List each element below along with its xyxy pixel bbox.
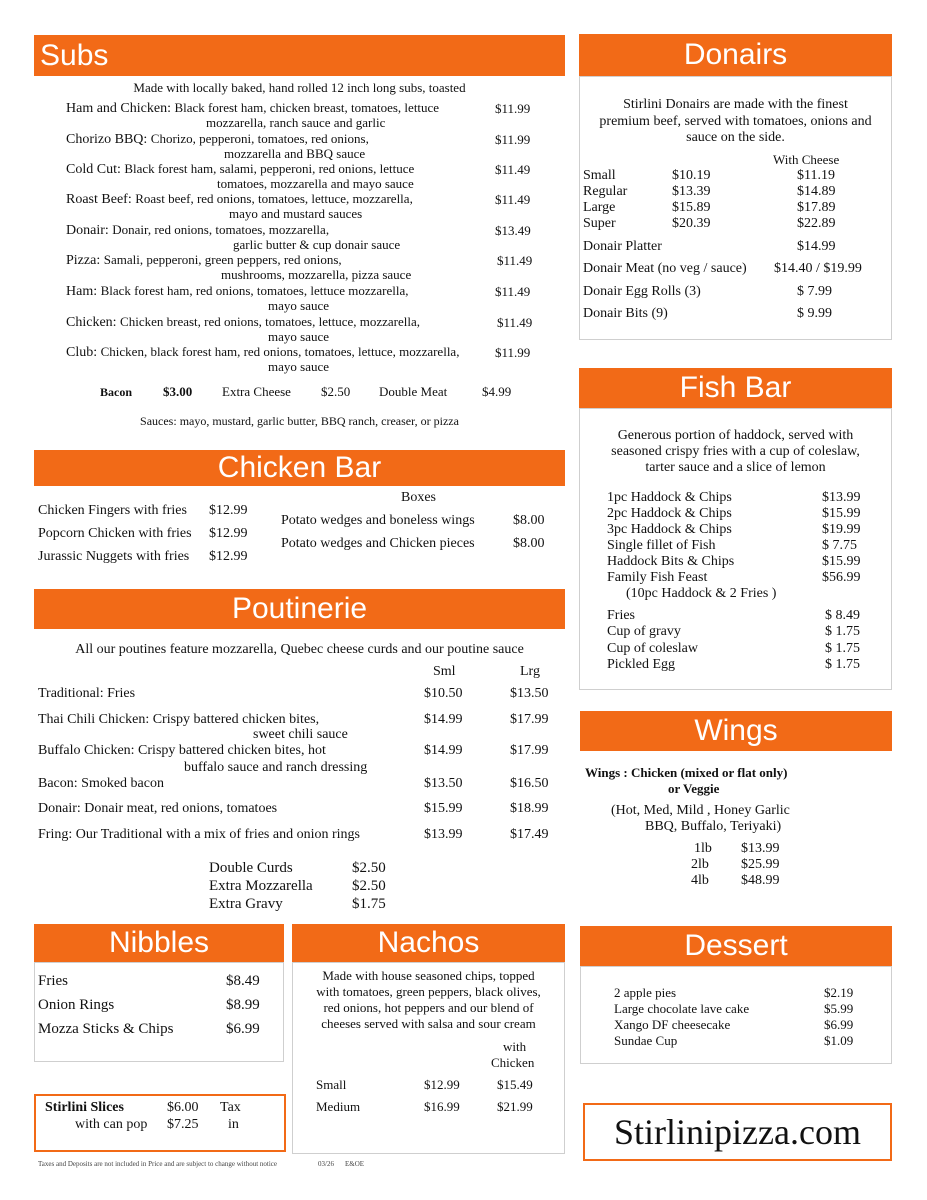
nachos-title: Nachos bbox=[377, 926, 480, 959]
item-name: Roast Beef: bbox=[66, 192, 132, 207]
item-price: $15.99 bbox=[822, 506, 861, 521]
nachos-header bbox=[292, 924, 565, 962]
item-name: Donair: Donair meat, red onions, tomatoes bbox=[38, 801, 278, 816]
item-name: Donair: bbox=[66, 223, 109, 238]
item-name: Cup of coleslaw bbox=[607, 641, 698, 656]
col-lrg-header: Lrg bbox=[520, 664, 540, 679]
footer-eoe: E&OE bbox=[345, 1160, 365, 1168]
wings-header bbox=[580, 711, 892, 751]
donairs-header bbox=[579, 34, 892, 76]
item-desc-2: garlic butter & cup donair sauce bbox=[233, 237, 401, 252]
item-price: $12.99 bbox=[209, 526, 248, 541]
slices-label: Stirlini Slices bbox=[45, 1100, 124, 1115]
item-desc-2: tomatoes, mozzarella and mayo sauce bbox=[217, 176, 414, 191]
item-name: Donair Platter bbox=[583, 239, 662, 254]
item-name: Fring: Our Traditional with a mix of fries and onion rings bbox=[38, 827, 360, 842]
extra-name: Double Curds bbox=[209, 860, 293, 876]
item-price-lrg: $17.49 bbox=[510, 827, 549, 842]
item-name: Popcorn Chicken with fries bbox=[38, 526, 192, 541]
size-price: $13.99 bbox=[741, 841, 780, 856]
item-desc: Chicken breast, red onions, tomatoes, lettuce, mozzarella, bbox=[120, 314, 421, 329]
size-cheese-price: $22.89 bbox=[797, 216, 836, 231]
item-name: Donair Meat (no veg / sauce) bbox=[583, 261, 747, 276]
slices-in: in bbox=[228, 1117, 239, 1132]
item-price: $19.99 bbox=[822, 522, 861, 537]
size-name: Large bbox=[583, 200, 616, 215]
with-cheese-header: With Cheese bbox=[773, 152, 840, 167]
nibbles-header bbox=[34, 924, 284, 962]
item-name: Mozza Sticks & Chips bbox=[38, 1021, 174, 1037]
item-price: $14.40 / $19.99 bbox=[774, 261, 862, 276]
item-name: Donair Bits (9) bbox=[583, 306, 668, 321]
item-desc: Black forest ham, red onions, tomatoes, lettuce mozzarella, bbox=[100, 283, 409, 298]
extra-price: $1.75 bbox=[352, 896, 386, 912]
item-desc-2: mozzarella and BBQ sauce bbox=[224, 146, 366, 161]
item-name: Onion Rings bbox=[38, 997, 115, 1013]
item-name: Sundae Cup bbox=[614, 1033, 678, 1048]
size-name: 2lb bbox=[691, 857, 709, 872]
item-desc-2: sweet chili sauce bbox=[253, 727, 348, 742]
fish-intro-3: tarter sauce and a slice of lemon bbox=[645, 460, 826, 475]
dessert-title: Dessert bbox=[684, 929, 788, 962]
item-name: 2pc Haddock & Chips bbox=[607, 506, 732, 521]
wings-flavors-1: (Hot, Med, Mild , Honey Garlic bbox=[611, 803, 790, 818]
size-name: Small bbox=[583, 168, 616, 183]
item-name: Thai Chili Chicken: Crispy battered chicken bites, bbox=[38, 712, 320, 727]
item-name: Club: bbox=[66, 345, 98, 360]
extra-name: Extra Mozzarella bbox=[209, 878, 313, 894]
size-price: $10.19 bbox=[672, 168, 711, 183]
chicken-bar-header bbox=[34, 450, 565, 486]
item-desc: Roast beef, red onions, tomatoes, lettuce, mozzarella, bbox=[135, 191, 413, 206]
item-price: $13.99 bbox=[822, 490, 861, 505]
size-name: 4lb bbox=[691, 873, 709, 888]
size-name: Medium bbox=[316, 1099, 361, 1114]
donairs-intro-3: sauce on the side. bbox=[686, 130, 785, 145]
extra-price: $2.50 bbox=[352, 878, 386, 894]
subs-title: Subs bbox=[40, 38, 109, 72]
nachos-intro-1: Made with house seasoned chips, topped bbox=[322, 968, 535, 983]
item-desc-2: mayo sauce bbox=[268, 329, 330, 344]
size-price: $16.99 bbox=[424, 1099, 460, 1114]
item-name: Donair Egg Rolls (3) bbox=[583, 284, 701, 299]
item-price: $8.99 bbox=[226, 997, 260, 1013]
bacon-price: $3.00 bbox=[163, 384, 193, 399]
item-price-sml: $15.99 bbox=[424, 801, 463, 816]
size-chicken-price: $15.49 bbox=[497, 1077, 533, 1092]
item-name: Single fillet of Fish bbox=[607, 538, 716, 553]
nachos-intro-4: cheeses served with salsa and sour cream bbox=[321, 1016, 536, 1031]
item-price: $14.99 bbox=[797, 239, 836, 254]
item-name: Traditional: Fries bbox=[38, 686, 136, 701]
donairs-intro-1: Stirlini Donairs are made with the finest bbox=[623, 97, 848, 112]
item-desc: Chicken, black forest ham, red onions, tomatoes, lettuce, mozzarella, bbox=[100, 344, 460, 359]
item-name: Chicken: bbox=[66, 315, 117, 330]
nachos-intro-3: red onions, hot peppers and our blend of bbox=[323, 1000, 534, 1015]
size-cheese-price: $14.89 bbox=[797, 184, 836, 199]
item-name: 3pc Haddock & Chips bbox=[607, 522, 732, 537]
size-price: $12.99 bbox=[424, 1077, 460, 1092]
item-price-sml: $10.50 bbox=[424, 686, 463, 701]
fish-bar-title: Fish Bar bbox=[679, 371, 792, 404]
item-name: 2 apple pies bbox=[614, 985, 677, 1000]
item-name: Family Fish Feast bbox=[607, 570, 708, 585]
boxes-title: Boxes bbox=[401, 490, 436, 505]
item-price: $ 7.75 bbox=[822, 538, 857, 553]
size-name: Regular bbox=[583, 184, 628, 199]
item-price: $11.49 bbox=[495, 284, 531, 299]
double-meat-price: $4.99 bbox=[482, 384, 512, 399]
subs-intro: Made with locally baked, hand rolled 12 inch long subs, toasted bbox=[133, 80, 466, 95]
slices-tax: Tax bbox=[220, 1100, 241, 1115]
item-price: $11.49 bbox=[497, 253, 533, 268]
item-desc-2: mayo sauce bbox=[268, 298, 330, 313]
fish-bar-header bbox=[579, 368, 892, 408]
slices-can-pop-price: $7.25 bbox=[167, 1117, 199, 1132]
footer-date: 03/26 bbox=[318, 1160, 334, 1168]
donairs-title: Donairs bbox=[683, 38, 788, 71]
slices-price: $6.00 bbox=[167, 1100, 199, 1115]
with-chicken-header-1: with bbox=[503, 1039, 527, 1054]
item-price: $15.99 bbox=[822, 554, 861, 569]
item-price: $6.99 bbox=[824, 1017, 854, 1032]
extra-cheese-label: Extra Cheese bbox=[222, 384, 291, 399]
wings-line-1: Wings : Chicken (mixed or flat only) bbox=[585, 765, 788, 780]
item-name: Buffalo Chicken: Crispy battered chicken bites, hot bbox=[38, 743, 326, 758]
size-price: $13.39 bbox=[672, 184, 711, 199]
item-name: Potato wedges and boneless wings bbox=[281, 513, 475, 528]
footer-disclaimer: Taxes and Deposits are not included in Price and are subject to change without notice bbox=[38, 1160, 277, 1168]
item-name: Pickled Egg bbox=[607, 657, 676, 672]
size-price: $48.99 bbox=[741, 873, 780, 888]
size-name: Small bbox=[316, 1077, 347, 1092]
size-price: $20.39 bbox=[672, 216, 711, 231]
item-price-sml: $14.99 bbox=[424, 743, 463, 758]
item-desc: Chorizo, pepperoni, tomatoes, red onions, bbox=[150, 131, 369, 146]
item-price: $11.49 bbox=[495, 192, 531, 207]
item-price: $11.99 bbox=[495, 345, 531, 360]
wings-line-2: or Veggie bbox=[668, 781, 720, 796]
fish-intro-1: Generous portion of haddock, served with bbox=[617, 428, 854, 443]
item-price: $ 1.75 bbox=[825, 624, 860, 639]
item-name: Cup of gravy bbox=[607, 624, 681, 639]
item-price: $11.49 bbox=[497, 315, 533, 330]
item-name: Chorizo BBQ: bbox=[66, 132, 148, 147]
item-price: $8.00 bbox=[513, 513, 545, 528]
item-price: $1.09 bbox=[824, 1033, 854, 1048]
item-price: $11.99 bbox=[495, 132, 531, 147]
chicken-bar-title: Chicken Bar bbox=[217, 451, 382, 484]
size-name: 1lb bbox=[694, 841, 712, 856]
item-name: Jurassic Nuggets with fries bbox=[38, 549, 190, 564]
size-price: $25.99 bbox=[741, 857, 780, 872]
item-name: Fries bbox=[38, 973, 68, 989]
item-price: $6.99 bbox=[226, 1021, 260, 1037]
item-desc-2: mayo sauce bbox=[268, 359, 330, 374]
item-name: Haddock Bits & Chips bbox=[607, 554, 735, 569]
item-desc-2: buffalo sauce and ranch dressing bbox=[184, 760, 368, 775]
item-desc-2: mozzarella, ranch sauce and garlic bbox=[206, 115, 386, 130]
extra-price: $2.50 bbox=[352, 860, 386, 876]
item-desc: Black forest ham, chicken breast, tomatoes, lettuce bbox=[174, 100, 440, 115]
item-price-sml: $13.50 bbox=[424, 776, 463, 791]
feast-note: (10pc Haddock & 2 Fries ) bbox=[626, 586, 777, 601]
col-sml-header: Sml bbox=[433, 664, 456, 679]
fish-intro-2: seasoned crispy fries with a cup of coleslaw, bbox=[611, 444, 860, 459]
item-name: Fries bbox=[607, 608, 635, 623]
slices-can-pop-label: with can pop bbox=[75, 1117, 148, 1132]
item-price-lrg: $17.99 bbox=[510, 743, 549, 758]
item-price: $13.49 bbox=[495, 223, 531, 238]
item-price: $8.00 bbox=[513, 536, 545, 551]
with-chicken-header-2: Chicken bbox=[491, 1055, 535, 1070]
website-link[interactable]: Stirlinipizza.com bbox=[614, 1112, 861, 1152]
item-name: Large chocolate lave cake bbox=[614, 1001, 750, 1016]
item-price-lrg: $18.99 bbox=[510, 801, 549, 816]
size-cheese-price: $17.89 bbox=[797, 200, 836, 215]
item-name: 1pc Haddock & Chips bbox=[607, 490, 732, 505]
poutinerie-intro: All our poutines feature mozzarella, Quebec cheese curds and our poutine sauce bbox=[75, 642, 524, 657]
item-price: $12.99 bbox=[209, 549, 248, 564]
item-price: $ 1.75 bbox=[825, 657, 860, 672]
size-chicken-price: $21.99 bbox=[497, 1099, 533, 1114]
item-name: Cold Cut: bbox=[66, 162, 121, 177]
double-meat-label: Double Meat bbox=[379, 384, 448, 399]
item-price: $5.99 bbox=[824, 1001, 854, 1016]
item-price: $11.49 bbox=[495, 162, 531, 177]
item-price-lrg: $17.99 bbox=[510, 712, 549, 727]
item-desc: Samali, pepperoni, green peppers, red onions, bbox=[103, 252, 342, 267]
subs-sauces: Sauces: mayo, mustard, garlic butter, BBQ ranch, creaser, or pizza bbox=[140, 414, 459, 428]
item-price: $2.19 bbox=[824, 985, 854, 1000]
item-name: Ham: bbox=[66, 284, 98, 299]
nibbles-title: Nibbles bbox=[108, 926, 210, 959]
item-price: $8.49 bbox=[226, 973, 260, 989]
item-price: $ 7.99 bbox=[797, 284, 832, 299]
subs-header bbox=[34, 35, 565, 76]
donairs-intro-2: premium beef, served with tomatoes, onions and bbox=[599, 114, 872, 129]
item-price: $12.99 bbox=[209, 503, 248, 518]
poutinerie-header bbox=[34, 589, 565, 629]
size-cheese-price: $11.19 bbox=[797, 168, 835, 183]
bacon-label: Bacon bbox=[100, 385, 133, 399]
item-price-sml: $13.99 bbox=[424, 827, 463, 842]
size-name: Super bbox=[583, 216, 616, 231]
item-desc: Black forest ham, salami, pepperoni, red onions, lettuce bbox=[124, 161, 415, 176]
item-name: Chicken Fingers with fries bbox=[38, 503, 187, 518]
extra-name: Extra Gravy bbox=[209, 896, 283, 912]
item-price: $56.99 bbox=[822, 570, 861, 585]
item-name: Potato wedges and Chicken pieces bbox=[281, 536, 475, 551]
wings-title: Wings bbox=[694, 714, 778, 747]
item-name: Ham and Chicken: bbox=[66, 101, 171, 116]
nachos-intro-2: with tomatoes, green peppers, black olives, bbox=[316, 984, 541, 999]
dessert-header bbox=[580, 926, 892, 966]
item-price-sml: $14.99 bbox=[424, 712, 463, 727]
item-price-lrg: $13.50 bbox=[510, 686, 549, 701]
size-price: $15.89 bbox=[672, 200, 711, 215]
wings-flavors-2: BBQ, Buffalo, Teriyaki) bbox=[645, 819, 782, 834]
item-name: Pizza: bbox=[66, 253, 101, 268]
website-box bbox=[583, 1103, 892, 1161]
item-name: Xango DF cheesecake bbox=[614, 1017, 731, 1032]
item-price: $ 1.75 bbox=[825, 641, 860, 656]
item-price-lrg: $16.50 bbox=[510, 776, 549, 791]
item-price: $11.99 bbox=[495, 101, 531, 116]
extra-cheese-price: $2.50 bbox=[321, 384, 351, 399]
item-price: $ 8.49 bbox=[825, 608, 860, 623]
item-desc-2: mushrooms, mozzarella, pizza sauce bbox=[221, 267, 412, 282]
item-name: Bacon: Smoked bacon bbox=[38, 776, 164, 791]
poutinerie-title: Poutinerie bbox=[231, 592, 368, 625]
item-price: $ 9.99 bbox=[797, 306, 832, 321]
item-desc: Donair, red onions, tomatoes, mozzarella, bbox=[112, 222, 330, 237]
item-desc-2: mayo and mustard sauces bbox=[229, 206, 363, 221]
